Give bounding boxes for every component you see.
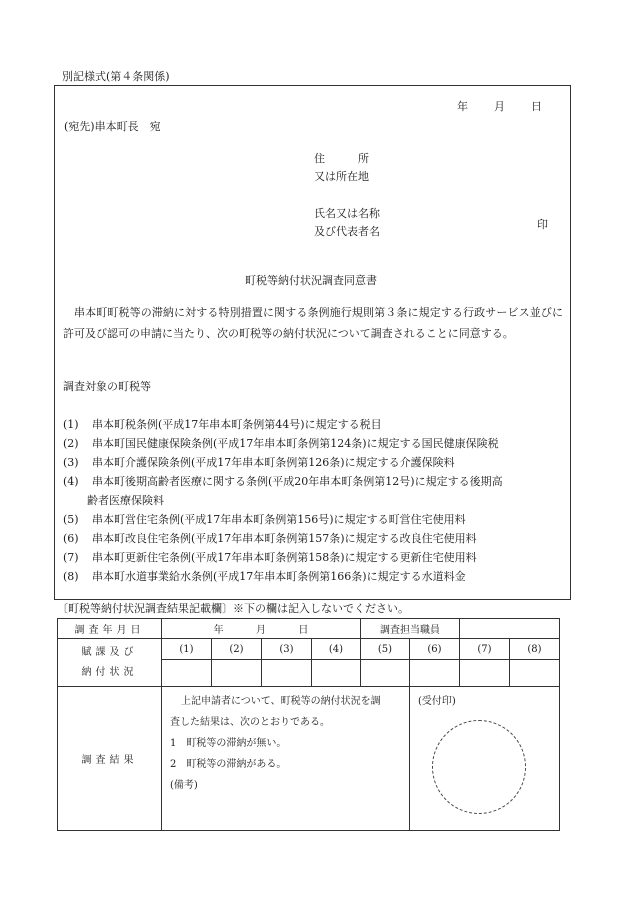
name-label-2: 及び代表者名 <box>314 225 380 238</box>
result-text-cell <box>162 687 410 831</box>
tax-item-text: 串本町営住宅条例(平成17年串本町条例第156号)に規定する町営住宅使用料 <box>92 513 466 526</box>
tax-item-num: (4) <box>63 475 79 488</box>
tax-item-num: (8) <box>63 570 79 583</box>
result-option-2: 2 町税等の滞納がある。 <box>170 759 287 770</box>
tax-item-text: 串本町改良住宅条例(平成17年串本町条例第157条)に規定する改良住宅使用料 <box>92 532 477 545</box>
address-label-2: 又は所在地 <box>314 170 369 183</box>
status-col-header: (5) <box>361 639 410 660</box>
tax-item-text: 串本町後期高齢者医療に関する条例(平成20年串本町条例第12号)に規定する後期高 <box>92 475 503 488</box>
tax-item-text: 串本町水道事業給水条例(平成17年串本町条例第166条)に規定する水道料金 <box>92 570 466 583</box>
stamp-label: (受付印) <box>418 696 456 707</box>
tax-item-text: 串本町国民健康保険条例(平成17年串本町条例第124条)に規定する国民健康保険税 <box>92 437 499 450</box>
survey-date-year: 年 <box>213 625 224 636</box>
status-cell <box>262 660 312 687</box>
tax-item-continuation: 齢者医療保険料 <box>87 494 164 507</box>
name-label-1: 氏名又は名称 <box>314 207 380 220</box>
date-day: 日 <box>531 100 542 113</box>
officer-label: 調査担当職員 <box>361 619 460 639</box>
date-year: 年 <box>457 100 468 113</box>
survey-date-month: 月 <box>256 625 266 636</box>
status-cell <box>410 660 460 687</box>
consent-body-text: 串本町町税等の滞納に対する特別措置に関する条例施行規則第３条に規定する行政サービス並びに許可及び認可の申請に当たり、次の町税等の納付状況について調査されることに同意する。 <box>63 306 563 340</box>
form-label: 別記様式(第４条関係) <box>62 70 170 83</box>
results-note: 〔町税等納付状況調査結果記載欄〕※下の欄は記入しないでください。 <box>57 602 409 615</box>
tax-item-text: 串本町介護保険条例(平成17年串本町条例第126条)に規定する介護保険料 <box>92 456 455 469</box>
tax-item-text: 串本町更新住宅条例(平成17年串本町条例第158条)に規定する更新住宅使用料 <box>92 551 477 564</box>
remarks-label: (備考) <box>170 780 198 791</box>
survey-date-label: 調査年月日 <box>58 619 162 639</box>
tax-item-num: (1) <box>63 418 79 431</box>
document-title: 町税等納付状況調査同意書 <box>245 274 377 287</box>
status-col-header: (6) <box>410 639 460 660</box>
status-col-header: (7) <box>460 639 510 660</box>
status-cell <box>312 660 361 687</box>
status-col-header: (3) <box>262 639 312 660</box>
status-cell <box>162 660 212 687</box>
tax-item-num: (2) <box>63 437 79 450</box>
survey-date-day: 日 <box>298 625 309 636</box>
status-label-line-1: 賦課及び <box>81 646 138 658</box>
status-col-header: (1) <box>162 639 212 660</box>
status-col-header: (8) <box>510 639 560 660</box>
tax-item-num: (7) <box>63 551 79 564</box>
reception-stamp-circle <box>432 720 526 814</box>
result-text-line-2: 査した結果は、次のとおりである。 <box>170 717 330 728</box>
status-label-line-2: 納付状況 <box>81 666 138 678</box>
status-cell <box>460 660 510 687</box>
status-cell <box>361 660 410 687</box>
date-month: 月 <box>494 100 505 113</box>
status-cell <box>212 660 262 687</box>
result-label: 調査結果 <box>58 687 162 831</box>
result-option-1: 1 町税等の滞納が無い。 <box>170 738 287 749</box>
survey-date-value <box>162 619 361 639</box>
tax-item-num: (5) <box>63 513 79 526</box>
tax-item-num: (3) <box>63 456 79 469</box>
status-col-header: (2) <box>212 639 262 660</box>
status-cell <box>510 660 560 687</box>
status-col-header: (4) <box>312 639 361 660</box>
tax-item-num: (6) <box>63 532 79 545</box>
officer-value <box>460 619 560 639</box>
section-heading: 調査対象の町税等 <box>63 380 151 393</box>
status-label <box>58 639 162 687</box>
tax-item-text: 串本町税条例(平成17年串本町条例第44号)に規定する税目 <box>92 418 382 431</box>
address-label-1: 住 所 <box>314 152 369 165</box>
seal-mark: 印 <box>537 218 548 231</box>
addressee: (宛先)串本町長 宛 <box>64 120 161 133</box>
result-text-line-1: 上記申請者について、町税等の納付状況を調 <box>181 696 381 707</box>
